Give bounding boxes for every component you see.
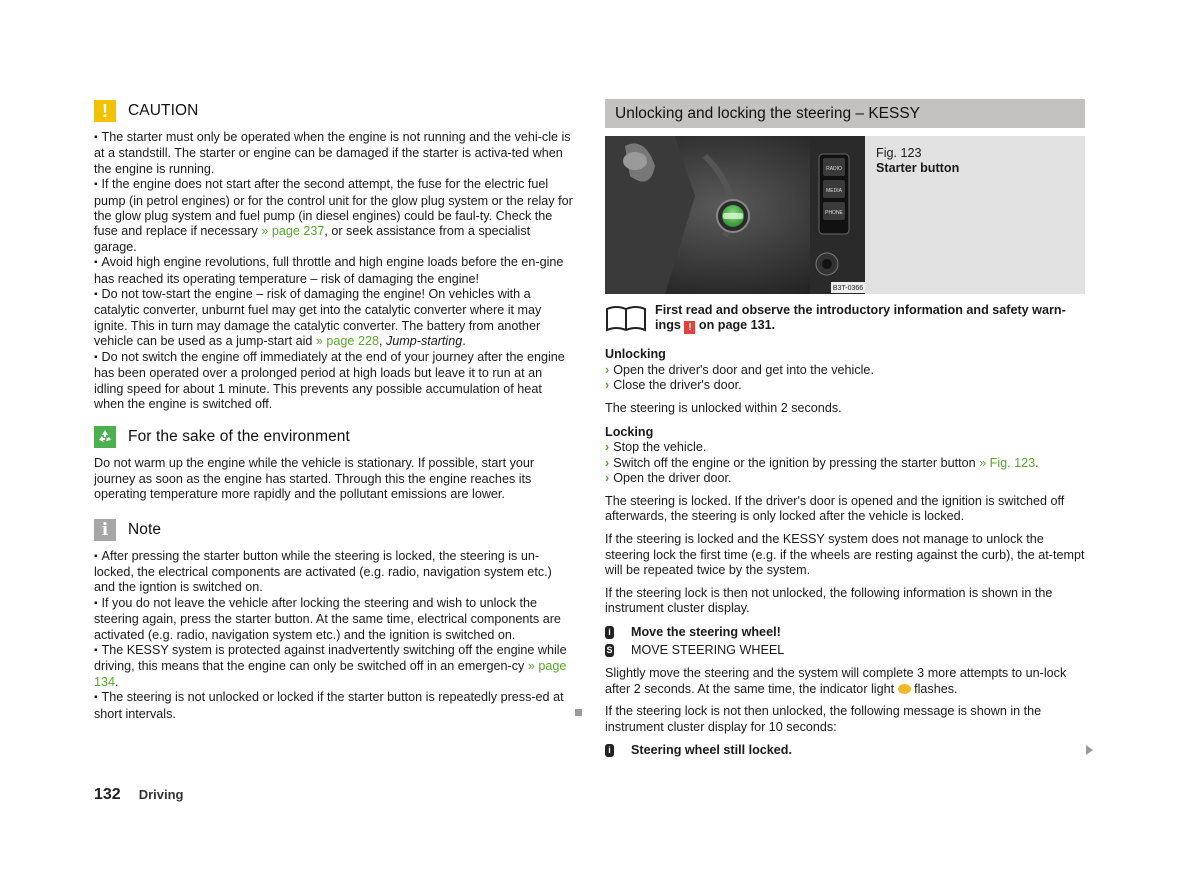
display-message: i Move the steering wheel!: [605, 625, 1085, 640]
warning-red-icon: !: [684, 321, 695, 334]
chevron-right-icon: ›: [605, 455, 610, 470]
figure-title: Starter button: [876, 161, 960, 176]
locking-heading: Locking: [605, 425, 654, 440]
page-link[interactable]: » page 228: [315, 334, 379, 349]
figure-code: B3T-0366: [832, 285, 864, 292]
caution-header: [94, 100, 574, 122]
unlocking-section: [605, 347, 1085, 416]
display-messages: [605, 625, 1085, 659]
note-bullet: ▪ After pressing the starter button while the steering is locked, the steering is un-locked, the electrical components are activated (e.g. radio, navigation system etc.) and the igntion is switched on.: [94, 549, 574, 596]
display-message: S MOVE STEERING WHEEL: [606, 642, 785, 657]
step-item: › Open the driver door.: [605, 471, 732, 486]
open-book-icon: [605, 303, 647, 333]
note-header: [94, 519, 574, 541]
note-bullet: ▪ The KESSY system is protected against inadvertently switching off the engine while driving, this means that the engine can only be switched off in an emergen-cy » page 134.: [94, 643, 574, 690]
cluster-paragraph: If the steering lock is then not unlocked, the following information is shown in the instrument cluster display.: [605, 585, 1053, 616]
locking-section: [605, 425, 1085, 524]
kessy-paragraph: If the steering is locked and the KESSY system does not manage to unlock the steering lock the first time (e.g. if the wheels are resting against the curb), the at-tempt will be repeated twice by the system.: [605, 532, 1085, 578]
figure-link[interactable]: » Fig. 123: [979, 455, 1036, 470]
caution-bullet: ▪ Avoid high engine revolutions, full throttle and high engine loads before the en-gine has reached its operating temperature – risk of damaging the engine!: [94, 255, 574, 287]
caution-bullet: ▪ Do not switch the engine off immediately at the end of your journey after the engine has been operated over a prolonged period at high loads but leave it to run at an idling speed for about 1 minute. This prevents any possible accumulation of heat when the engine is switched off.: [94, 350, 574, 413]
move-steering-paragraph: Slightly move the steering and the system will complete 3 more attempts to un-lock after 2 seconds. At the same time, the indicator light flashes.: [605, 666, 1067, 696]
chevron-right-icon: ›: [605, 378, 610, 393]
warning-exclamation-icon: !: [94, 100, 116, 122]
note-body: [94, 549, 574, 722]
section-title-bar: [605, 99, 1085, 128]
environment-header: [94, 426, 574, 448]
page-link[interactable]: » page 237: [261, 224, 325, 239]
chevron-right-icon: ›: [605, 471, 610, 486]
caution-body: [94, 130, 574, 412]
radio-button-label: RADIO: [826, 166, 842, 172]
section-end-marker: [575, 709, 582, 716]
step-item: › Stop the vehicle.: [605, 440, 707, 455]
right-column: [605, 99, 1085, 758]
chapter-name: Driving: [138, 787, 184, 802]
continue-arrow-icon: [1086, 745, 1093, 755]
note-bullet: ▪ The steering is not unlocked or locked if the starter button is repeatedly press-ed at short intervals.: [94, 690, 574, 722]
display-message-final: i Steering wheel still locked.: [605, 743, 1085, 758]
left-column: [94, 100, 574, 722]
environment-title: For the sake of the environment: [128, 428, 350, 446]
starter-button-photo: [605, 136, 865, 294]
figure-caption: [865, 136, 959, 294]
then-paragraph: If the steering lock is not then unlocked, the following message is shown in the instrument cluster display for 10 seconds:: [605, 704, 1042, 734]
unlocking-heading: Unlocking: [605, 347, 666, 362]
phone-button-label: PHONE: [825, 210, 843, 216]
steering-lock-indicator-icon: [898, 684, 911, 694]
info-indicator-icon: i: [605, 626, 614, 639]
note-bullet: ▪ If you do not leave the vehicle after locking the steering and wish to unlock the steering again, press the starter button. At the same time, electrical components are activated (e.g. radio, navigation system etc.) and the ignition is switched on.: [94, 596, 574, 643]
chevron-right-icon: ›: [605, 440, 610, 455]
recycle-environment-icon: [94, 426, 116, 448]
read-first-text: First read and observe the introductory information and safety warn-ings ! on page 131.: [655, 303, 1066, 334]
note-title: Note: [128, 520, 162, 538]
caution-bullet: ▪ The starter must only be operated when the engine is not running and the vehi-cle is at a standstill. The starter or engine can be damaged if the starter is activa-ted when the engine is running.: [94, 130, 574, 177]
unlocking-result: The steering is unlocked within 2 seconds.: [605, 400, 842, 415]
step-item: › Switch off the engine or the ignition by pressing the starter button » Fig. 123.: [605, 455, 1039, 470]
section-title: Unlocking and locking the steering – KESSY: [615, 104, 921, 122]
caution-title: CAUTION: [128, 102, 199, 119]
read-first-notice: [605, 303, 1085, 334]
figure-123: [605, 136, 1085, 294]
step-item: › Open the driver's door and get into the vehicle.: [605, 362, 874, 377]
caution-bullet: ▪ Do not tow-start the engine – risk of damaging the engine! On vehicles with a catalytic converter, unburnt fuel may get into the catalytic converter where it may ignite. This in turn may damage the catalytic converter. The battery from another vehicle can be used as a jump-start aid » page 228, Jump-starting.: [94, 287, 574, 350]
page-number: 132: [94, 786, 121, 803]
info-i-icon: i: [94, 519, 116, 541]
locking-result: The steering is locked. If the driver's door is opened and the ignition is switched off afterwards, the steering is only locked after the vehicle is locked.: [605, 493, 1065, 524]
step-item: › Close the driver's door.: [605, 378, 742, 393]
info-indicator-icon: i: [605, 744, 614, 757]
chevron-right-icon: ›: [605, 362, 610, 377]
page-link[interactable]: » page 134: [94, 659, 567, 689]
figure-number: Fig. 123: [876, 146, 922, 160]
environment-text: Do not warm up the engine while the vehicle is stationary. If possible, start your journey as soon as the engine has started. Through this the engine reaches its operating temperature more rapidly and the pollutant emissions are lower.: [94, 456, 535, 502]
s-indicator-icon: S: [605, 644, 614, 657]
caution-bullet: ▪ If the engine does not start after the second attempt, the fuse for the electric fuel pump (in petrol engines) or for the control unit for the glow plug system or the relay for the glow plug system and fuel pump (in diesel engines) could be faul-ty. Check the fuse and replace if necessary » page 237, or seek assistance from a specialist garage.: [94, 177, 574, 255]
page-footer: [94, 786, 184, 804]
media-button-label: MEDIA: [826, 188, 842, 194]
